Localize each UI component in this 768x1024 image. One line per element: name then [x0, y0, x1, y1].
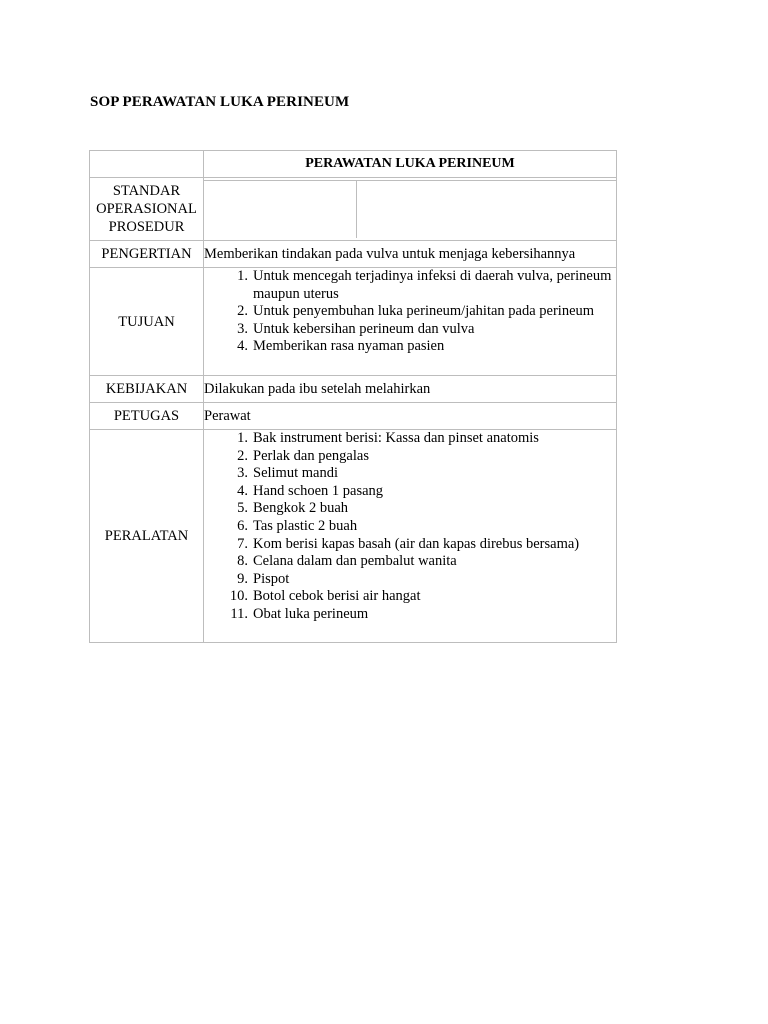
list-item: 4. Memberikan rasa nyaman pasien	[237, 338, 445, 355]
list-item: 3. Untuk kebersihan perineum dan vulva	[237, 320, 475, 337]
standar-blank-cell-right	[357, 180, 616, 238]
standar-row	[90, 178, 617, 241]
standar-label-line: STANDAR	[112, 183, 181, 199]
tujuan-list	[204, 268, 616, 356]
standar-label-line: OPERASIONAL	[96, 201, 197, 217]
petugas-text: Perawat	[204, 403, 617, 430]
document-title: SOP PERAWATAN LUKA PERINEUM	[90, 94, 350, 110]
standar-label	[90, 178, 204, 241]
list-item: 11. Obat luka perineum	[230, 605, 369, 622]
list-item: 10. Botol cebok berisi air hangat	[229, 588, 421, 605]
list-item: 3. Selimut mandi	[237, 465, 338, 482]
standar-label-line: PROSEDUR	[108, 219, 185, 235]
list-item: 2. Untuk penyembuhan luka perineum/jahitan pada perineum	[237, 303, 595, 320]
list-item: 9. Pispot	[237, 570, 290, 587]
header-empty-cell	[90, 151, 204, 178]
kebijakan-label: KEBIJAKAN	[90, 376, 204, 403]
pengertian-text: Memberikan tindakan pada vulva untuk menjaga kebersihannya	[204, 241, 617, 268]
standar-blank-cell-left	[204, 180, 357, 238]
list-item: 4. Hand schoen 1 pasang	[237, 482, 384, 499]
list-item: 1. Untuk mencegah terjadinya infeksi di daerah vulva, perineum maupun uterus	[237, 268, 612, 302]
peralatan-row	[90, 430, 617, 643]
kebijakan-text: Dilakukan pada ibu setelah melahirkan	[204, 376, 617, 403]
standar-content	[204, 178, 617, 241]
list-item: 6. Tas plastic 2 buah	[237, 517, 358, 534]
standar-split	[204, 180, 616, 238]
list-item: 7. Kom berisi kapas basah (air dan kapas direbus bersama)	[237, 535, 580, 552]
petugas-label: PETUGAS	[90, 403, 204, 430]
table-header-row	[90, 151, 617, 178]
sop-table	[89, 150, 617, 643]
kebijakan-row	[90, 376, 617, 403]
pengertian-row	[90, 241, 617, 268]
petugas-row	[90, 403, 617, 430]
peralatan-content	[204, 430, 617, 643]
table-header: PERAWATAN LUKA PERINEUM	[204, 151, 617, 178]
tujuan-row	[90, 268, 617, 376]
list-item: 8. Celana dalam dan pembalut wanita	[237, 553, 457, 570]
peralatan-label: PERALATAN	[90, 430, 204, 643]
list-item: 5. Bengkok 2 buah	[237, 500, 349, 517]
tujuan-content	[204, 268, 617, 376]
pengertian-label: PENGERTIAN	[90, 241, 204, 268]
tujuan-label: TUJUAN	[90, 268, 204, 376]
list-item: 2. Perlak dan pengalas	[237, 447, 369, 464]
list-item: 1. Bak instrument berisi: Kassa dan pinset anatomis	[237, 430, 539, 446]
peralatan-list	[204, 430, 616, 624]
